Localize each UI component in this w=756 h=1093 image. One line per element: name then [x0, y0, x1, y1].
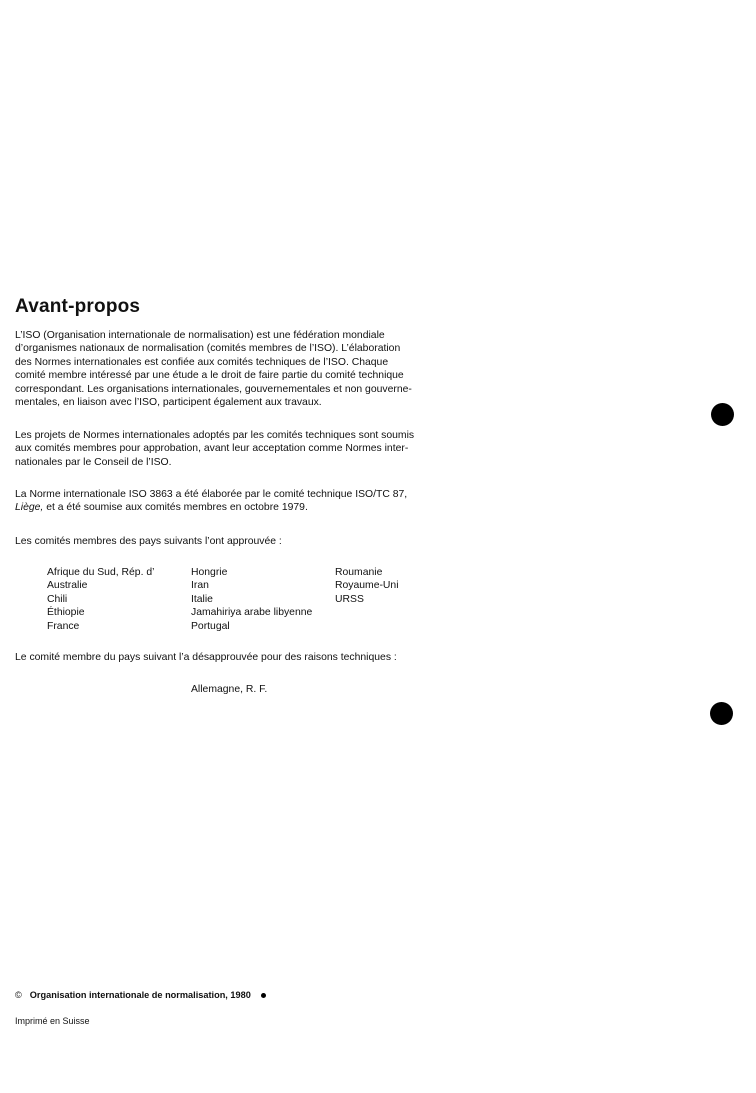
country-name: Éthiopie — [47, 607, 85, 619]
disapproval-intro: Le comité membre du pays suivant l’a désapprouvée pour des raisons techniques : — [15, 652, 397, 663]
country-name: Portugal — [191, 620, 230, 632]
binder-hole-dot — [711, 403, 734, 426]
country-name: Afrique du Sud, Rép. d’ — [47, 567, 155, 578]
printed-in-notice: Imprimé en Suisse — [15, 1016, 90, 1026]
page-title: Avant-propos — [15, 296, 141, 317]
text-line: aux comités membres pour approbation, avant leur acceptation comme Normes inter- — [15, 443, 409, 455]
paragraph-standard-origin — [15, 488, 455, 515]
bullet-icon — [261, 993, 266, 998]
paragraph-approval-process — [15, 429, 455, 469]
country-name: Royaume-Uni — [335, 580, 399, 592]
paragraph-iso-description — [15, 329, 455, 409]
text-line — [15, 501, 455, 514]
disapproving-country: Allemagne, R. F. — [191, 684, 268, 695]
text-line: nationales par le Conseil de l’ISO. — [15, 456, 172, 468]
text-line: Les projets de Normes internationales adoptés par les comités techniques sont soumis — [15, 430, 415, 441]
country-name: URSS — [335, 593, 364, 605]
country-name: Australie — [47, 580, 88, 592]
approving-countries-column-2 — [191, 566, 312, 633]
binder-hole-dot — [710, 702, 733, 725]
country-name: Iran — [191, 580, 209, 592]
country-name: Jamahiriya arabe libyenne — [191, 607, 313, 619]
country-name: Hongrie — [191, 567, 228, 578]
text-fragment: et a été soumise aux comités membres en octobre 1979. — [43, 502, 308, 514]
text-line: L’ISO (Organisation internationale de normalisation) est une fédération mondiale — [15, 330, 385, 341]
approval-intro: Les comités membres des pays suivants l’ont approuvée : — [15, 536, 282, 547]
approving-countries-column-1 — [47, 566, 154, 633]
text-line: correspondant. Les organisations internationales, gouvernementales et non gouverne- — [15, 383, 412, 395]
approving-countries-column-3 — [335, 566, 399, 606]
copyright-text: Organisation internationale de normalisation, 1980 — [29, 990, 251, 1000]
copyright-icon: © — [15, 990, 22, 1000]
country-name: France — [47, 620, 80, 632]
country-name: Roumanie — [335, 567, 383, 578]
copyright-line — [15, 990, 266, 1000]
country-name: Chili — [47, 593, 68, 605]
text-line: comité membre intéressé par une étude a le droit de faire partie du comité technique — [15, 370, 404, 382]
text-line: des Normes internationales est confiée aux comités techniques de l’ISO. Chaque — [15, 356, 389, 368]
country-name: Italie — [191, 593, 213, 605]
text-line: mentales, en liaison avec l’ISO, participent également aux travaux. — [15, 397, 322, 409]
text-line: d’organismes nationaux de normalisation (comités membres de l’ISO). L’élaboration — [15, 343, 401, 355]
committee-name-italic: Liège, — [15, 502, 44, 514]
text-line: La Norme internationale ISO 3863 a été élaborée par le comité technique ISO/TC 87, — [15, 489, 408, 500]
